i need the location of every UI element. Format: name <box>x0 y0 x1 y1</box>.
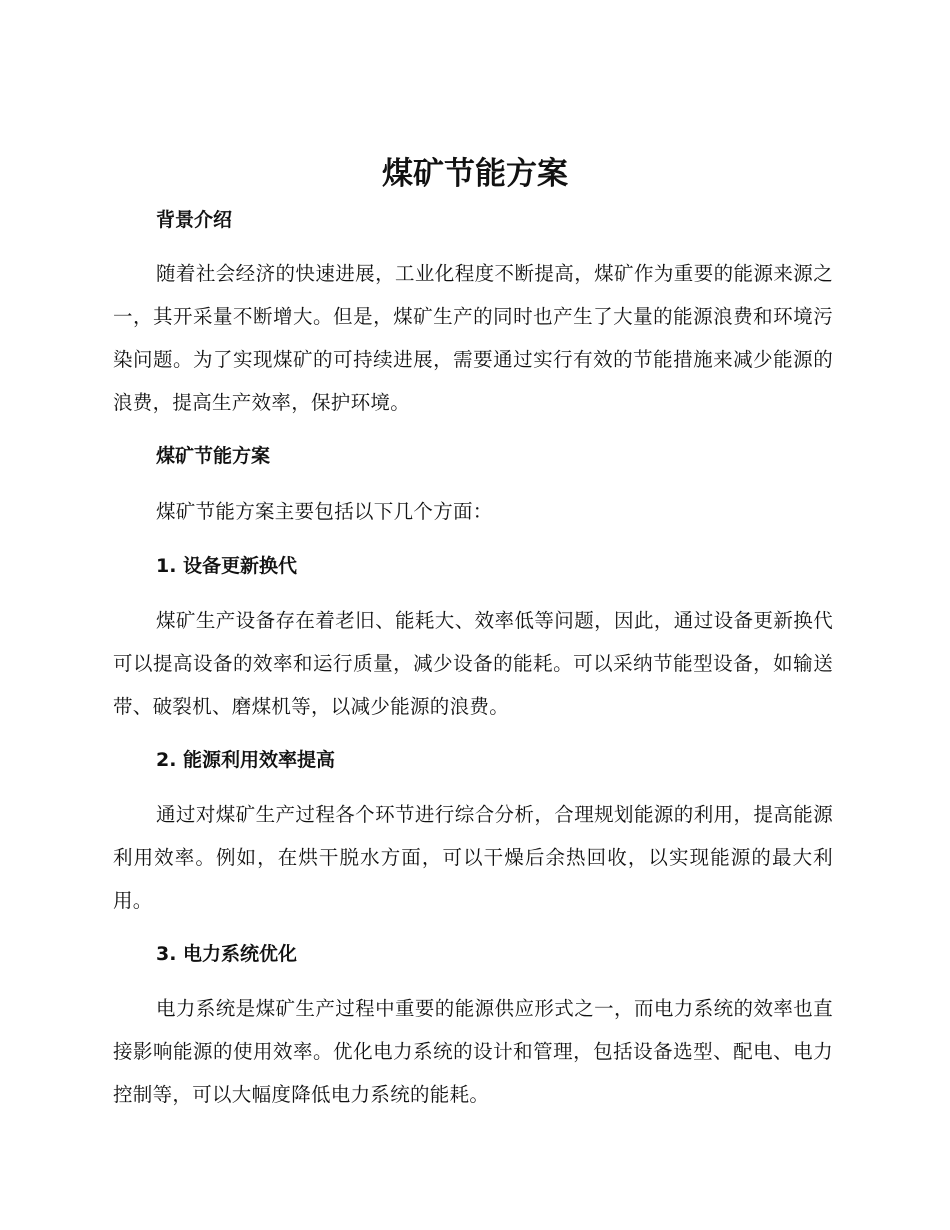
section-heading-equipment: 1. 设备更新换代 <box>156 555 298 577</box>
document-title: 煤矿节能方案 <box>382 156 568 192</box>
section-paragraph-power: 电力系统是煤矿生产过程中重要的能源供应形式之一，而电力系统的效率也直接影响能源的使用效率。优化电力系统的设计和管理，包括设备选型、配电、电力控制等，可以大幅度降低电力系统的能耗。 <box>113 997 833 1106</box>
section-heading-plan: 煤矿节能方案 <box>156 445 271 467</box>
section-heading-efficiency: 2. 能源利用效率提高 <box>156 749 336 771</box>
section-paragraph-plan: 煤矿节能方案主要包括以下几个方面： <box>156 500 493 523</box>
section-paragraph-equipment: 煤矿生产设备存在着老旧、能耗大、效率低等问题，因此，通过设备更新换代可以提高设备的效率和运行质量，减少设备的能耗。可以采纳节能型设备，如输送带、破裂机、磨煤机等，以减少能源的浪费。 <box>113 609 833 718</box>
section-paragraph-efficiency: 通过对煤矿生产过程各个环节进行综合分析，合理规划能源的利用，提高能源利用效率。例如，在烘干脱水方面，可以干燥后余热回收，以实现能源的最大利用。 <box>113 803 833 912</box>
section-paragraph-background: 随着社会经济的快速进展，工业化程度不断提高，煤矿作为重要的能源来源之一，其开采量不断增大。但是，煤矿生产的同时也产生了大量的能源浪费和环境污染问题。为了实现煤矿的可持续进展，需要通过实行有效的节能措施来减少能源的浪费，提高生产效率，保护环境。 <box>113 262 833 414</box>
section-heading-background: 背景介绍 <box>156 209 233 231</box>
section-heading-power: 3. 电力系统优化 <box>156 943 298 965</box>
